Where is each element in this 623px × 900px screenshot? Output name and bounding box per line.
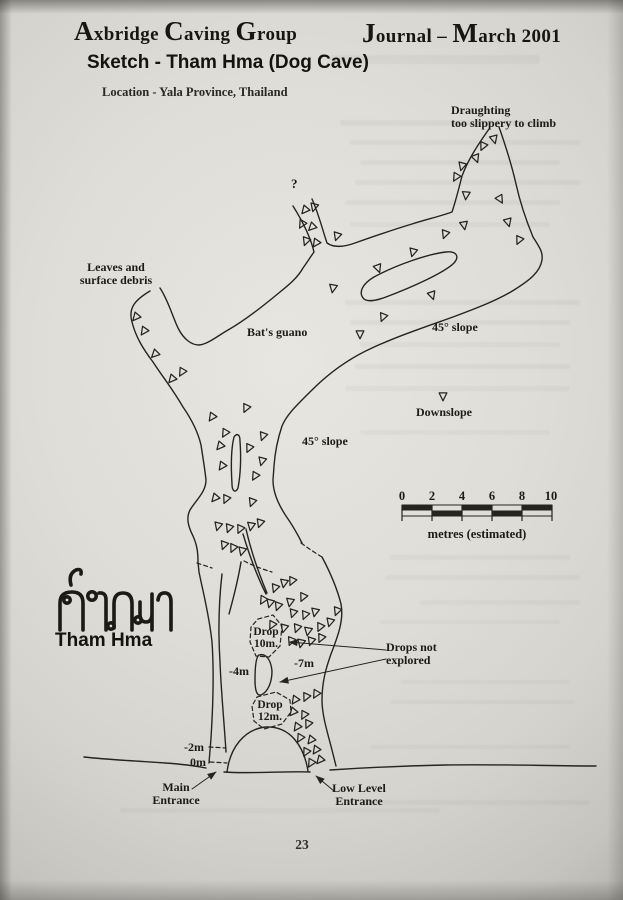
ground-line-left xyxy=(84,757,206,768)
scale-tick-10: 10 xyxy=(544,489,558,503)
label-depth-4m: -4m xyxy=(229,664,249,678)
scale-tick-8: 8 xyxy=(518,489,526,503)
thai-title-latin: Tham Hma xyxy=(55,630,153,651)
label-leaves-debris xyxy=(56,261,176,287)
label-drop10-line1: Drop xyxy=(253,626,279,638)
ground-line-right xyxy=(330,765,596,770)
scale-bar xyxy=(399,489,557,541)
island-large-oval xyxy=(361,252,457,301)
label-slope-upper: 45° slope xyxy=(432,320,478,334)
label-drop12-line2: 12m. xyxy=(258,711,282,724)
slope-tick-symbols xyxy=(130,135,524,769)
label-leaves-line2: surface debris xyxy=(79,272,153,287)
label-drop-12m xyxy=(248,699,292,724)
label-draughting xyxy=(451,104,556,130)
sketch-title: Sketch - Tham Hma (Dog Cave) xyxy=(87,52,369,73)
scale-caption: metres (estimated) xyxy=(427,527,527,541)
label-drops-line2: explored xyxy=(386,652,431,667)
cave-wall-top xyxy=(312,129,489,246)
journal-issue-title: Journal – March 2001 xyxy=(362,18,562,48)
label-leaves-line1: Leaves and xyxy=(87,260,145,274)
entrance-dome-rock xyxy=(227,727,308,772)
label-drop12-line1: Drop xyxy=(257,699,283,711)
label-drop-10m xyxy=(245,626,287,651)
label-bats-guano: Bat's guano xyxy=(247,325,308,339)
label-drop10-line2: 10m. xyxy=(254,638,278,651)
scale-tick-4: 4 xyxy=(458,489,466,503)
label-depth-0m: 0m xyxy=(190,755,206,769)
level-dash-0m xyxy=(210,762,227,763)
journal-group-title: Axbridge Caving Group xyxy=(74,16,298,46)
label-depth-7m: -7m xyxy=(294,656,314,670)
ground-line-center xyxy=(224,772,310,773)
label-drops-line1: Drops not xyxy=(386,640,437,654)
rock-blade xyxy=(243,529,267,594)
label-low-entrance-line2: Entrance xyxy=(335,793,383,808)
label-downslope: Downslope xyxy=(416,405,473,419)
level-dash-2m xyxy=(209,747,226,748)
label-drops-not-explored xyxy=(386,641,437,667)
cave-wall-stub xyxy=(229,562,241,614)
page-number: 23 xyxy=(295,837,309,852)
rock-d-shape xyxy=(255,655,272,695)
label-draughting-line1: Draughting xyxy=(451,103,511,117)
label-depth-2m: -2m xyxy=(184,740,204,754)
cave-wall-left xyxy=(131,291,213,763)
label-low-entrance-line1: Low Level xyxy=(332,781,386,795)
cave-wall-inner-slot xyxy=(219,574,226,752)
label-slope-mid: 45° slope xyxy=(302,434,348,448)
island-small-sliver xyxy=(231,435,240,491)
scale-tick-0: 0 xyxy=(398,489,406,503)
label-main-entrance-line1: Main xyxy=(162,780,190,794)
label-main-entrance-line2: Entrance xyxy=(152,792,200,807)
location-line: Location - Yala Province, Thailand xyxy=(102,85,288,99)
cave-wall-right xyxy=(273,127,542,543)
floor-change-dash-left xyxy=(197,563,212,568)
label-draughting-line2: too slippery to climb xyxy=(451,115,556,130)
label-question-mark: ? xyxy=(291,176,298,191)
scale-tick-6: 6 xyxy=(488,489,496,503)
cave-wall-lower-right xyxy=(322,557,342,766)
floor-change-dash-wall xyxy=(301,543,322,557)
scale-tick-2: 2 xyxy=(428,489,436,503)
label-low-level-entrance xyxy=(315,782,403,808)
thai-title xyxy=(60,570,171,631)
label-main-entrance xyxy=(134,781,218,807)
